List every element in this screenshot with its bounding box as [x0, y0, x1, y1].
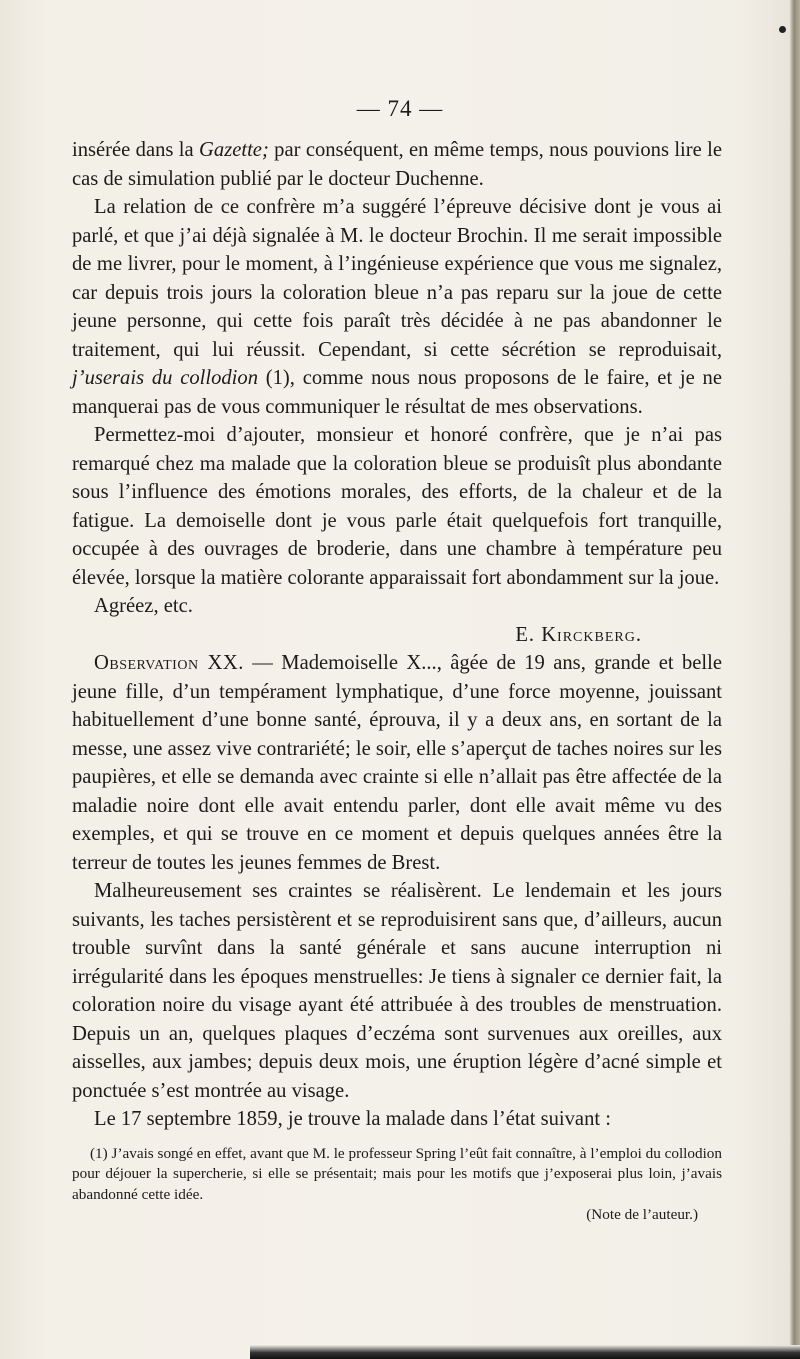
paragraph-2-text-a: La relation de ce confrère m’a suggéré l’épreuve décisive dont je vous ai parlé, et que j’ai déjà signalée à M. le docteur Brochin. Il me serait impossible de me livrer, pour le moment, à l’ingénieuse expérience que vous me signalez, car depuis trois jours la coloration bleue n’a pas reparu sur la joue de cette jeune personne, qui cette fois paraît très décidée à ne pas abandonner le traitement, qui lui réussit. Cependant, si cette sécrétion se reproduisait, [72, 196, 722, 361]
page-bottom-shadow [250, 1345, 800, 1359]
paragraph-1 [72, 136, 722, 193]
signature: E. Kirckberg. [515, 623, 642, 646]
footnote-author: (Note de l’auteur.) [586, 1206, 698, 1223]
paragraph-5-text: — Mademoiselle X..., âgée de 19 ans, grande et belle jeune fille, d’un tempérament lymphatique, d’une force moyenne, jouissant habituellement d’une bonne santé, éprouva, il y a deux ans, en sortant de la messe, une assez vive contrariété; le soir, elle s’aperçut de taches noires sur les paupières, et elle se demanda avec crainte si elle n’allait pas être affectée de la maladie noire dont elle avait entendu parler, dont elle avait même vu des exemples, et qui se trouve en ce moment et depuis quelques années être la terreur de toutes les jeunes femmes de Brest. [72, 652, 722, 874]
page-mark-dot [779, 26, 786, 33]
paragraph-6: Malheureusement ses craintes se réalisèrent. Le lendemain et les jours suivants, les taches persistèrent et se reproduisirent sans que, d’ailleurs, aucun trouble survînt dans la santé générale et sans aucune interruption ni irrégularité dans les époques menstruelles: Je tiens à signaler ce dernier fait, la coloration noire du visage ayant été attribuée à des troubles de menstruation. Depuis un an, quelques plaques d’eczéma sont survenues aux oreilles, aux aisselles, aux jambes; depuis deux mois, une éruption légère d’acné simple et ponctuée s’est montrée au visage. [72, 880, 722, 1102]
paragraph-2 [72, 193, 722, 421]
page-number: — 74 — [356, 96, 444, 121]
paragraph-7: Le 17 septembre 1859, je trouve la malade dans l’état suivant : [94, 1108, 611, 1130]
page-binding-edge [790, 0, 800, 1359]
body-text [72, 136, 722, 1226]
paragraph-5 [72, 649, 722, 877]
paragraph-3: Permettez-moi d’ajouter, monsieur et honoré confrère, que je n’ai pas remarqué chez ma malade que la coloration bleue se produisît plus abondante sous l’influence des émotions morales, des efforts, de la chaleur et de la fatigue. La demoiselle dont je vous parle était quelquefois fort tranquille, occupée à des ouvrages de broderie, dans une chambre à température peu élevée, lorsque la matière colorante apparaissait fort abondamment sur la joue. [72, 424, 722, 589]
observation-title: Observation XX. [94, 652, 244, 674]
paragraph-2-collodion: j’userais du collodion [72, 367, 258, 389]
footnote [72, 1144, 722, 1226]
paragraph-2-text-b: (1), comme nous nous proposons de le faire, et je ne manquerai pas de vous communiquer le résultat de mes observations. [72, 367, 722, 418]
paragraph-4: Agréez, etc. [94, 595, 193, 617]
paragraph-1-text-a: insérée dans la [72, 139, 200, 161]
paragraph-1-gazette: Gazette; [199, 139, 269, 161]
footnote-text: (1) J’avais songé en effet, avant que M. le professeur Spring l’eût fait connaître, à l’emploi du collodion pour déjouer la supercherie, si elle se présentait; mais pour les motifs que j’exposerai plus loin, j’avais abandonné cette idée. [72, 1144, 722, 1203]
paragraph-1-text-b: par conséquent, en même temps, nous pouvions lire le cas de simulation publié par le docteur Duchenne. [72, 139, 722, 190]
